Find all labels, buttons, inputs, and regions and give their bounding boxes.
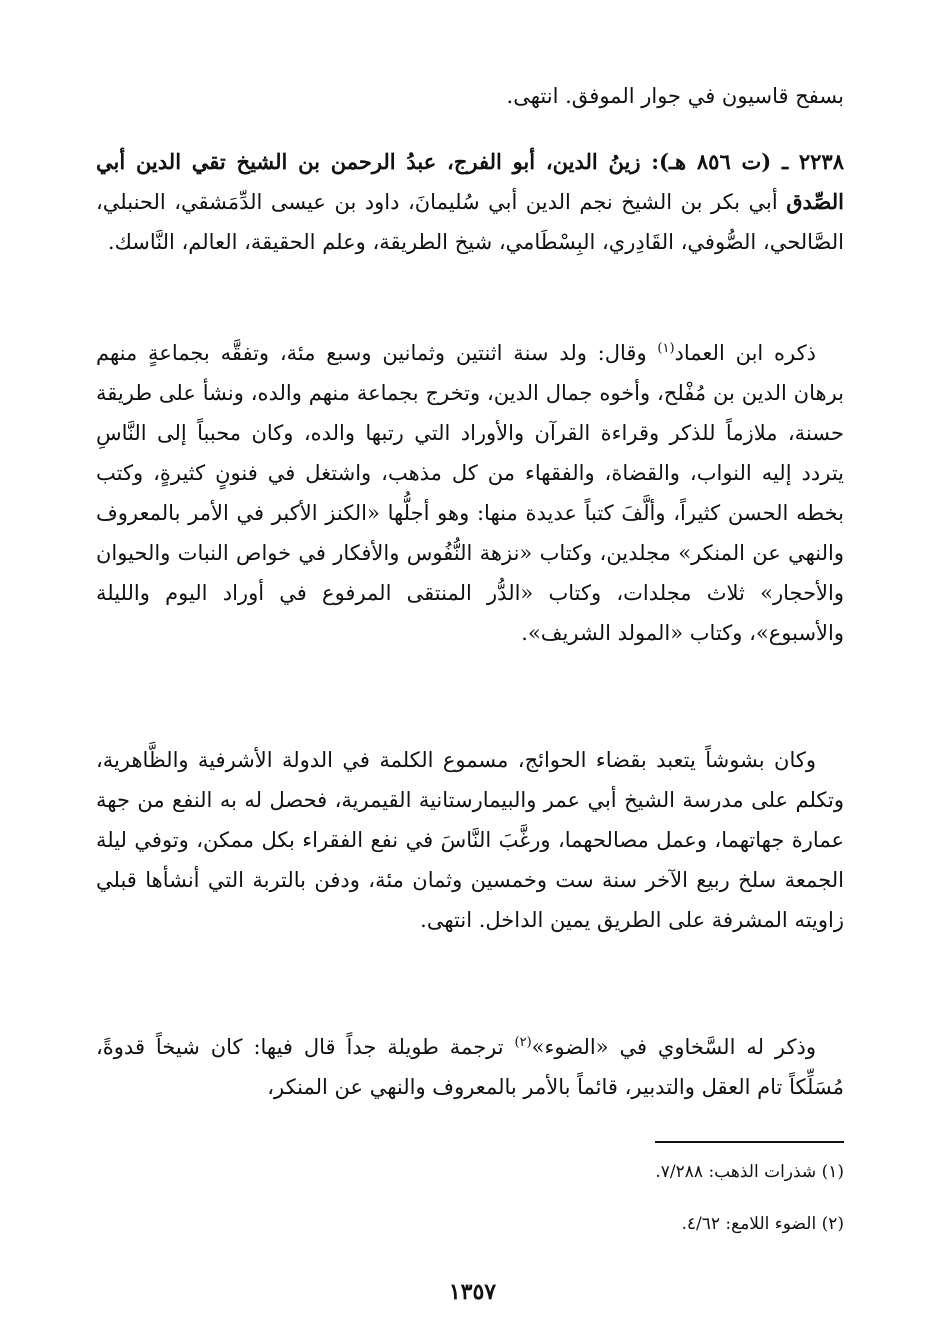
footnote-ref-2[interactable]: (٢) — [514, 1035, 532, 1050]
continuation-line: بسفح قاسيون في جوار الموفق. انتهى. — [506, 84, 844, 108]
paragraph-text-a: ذكره ابن العماد — [674, 341, 816, 365]
footnote-1: (١) شذرات الذهب: ٧/٢٨٨. — [655, 1162, 844, 1182]
paragraph-text-b: وقال: ولد سنة اثنتين وثمانين وسبع مئة، وتفقَّه بجماعةٍ منهم برهان الدين بن مُفْلح، وأخوه جمال الدين، وتخرج بجماعة منهم والده، ونشأ على طريقة حسنة، ملازماً للذكر وقراءة القرآن والأوراد التي رتبها والده، وكان محبباً إلى النَّاسِ يتردد إليه النواب، والقضاة، والفقهاء من كل مذهب، واشتغل في فنونٍ كثيرةٍ، وكتب بخطه الحسن كثيراً، وألَّفَ كتباً عديدة منها: وهو أجلُّها «الكنز الأكبر في الأمر بالمعروف والنهي عن المنكر» مجلدين، وكتاب «نزهة النُّفُوس والأفكار في خواص النبات والحيوان والأحجار» ثلاث مجلدات، وكتاب «الدُّر المنتقى المرفوع في أوراد اليوم والليلة والأسبوع»، وكتاب «المولد الشريف». — [96, 341, 844, 645]
entry-heading: ٢٢٣٨ ـ (ت ٨٥٦ هـ): زينُ الدين، أبو الفرج، عبدُ الرحمن بن الشيخ تقي الدين أبي الصِّدق — [96, 149, 844, 214]
paragraph-text-a: وذكر له السَّخاوي في «الضوء» — [531, 1035, 816, 1059]
biography-entry — [96, 142, 844, 262]
paragraph-ibn-al-imad — [96, 333, 844, 653]
footnote-ref-1[interactable]: (١) — [657, 341, 675, 356]
paragraph-character — [96, 740, 844, 940]
footnote-divider — [655, 1141, 844, 1143]
entry-text: أبي بكر بن الشيخ نجم الدين أبي سُليمانَ، داود بن عيسى الدِّمَشقي، الحنبلي، الصَّالحي، الصُّوفي، القَادِري، البِسْطَامي، شيخ الطريقة، وعلم الحقيقة، العالم، النَّاسك. — [96, 190, 844, 254]
page-number: ١٣٥٧ — [448, 1279, 497, 1305]
footnote-2: (٢) الضوء اللامع: ٤/٦٢. — [681, 1214, 844, 1234]
paragraph-sakhawi — [96, 1027, 844, 1107]
paragraph-text-b: ترجمة طويلة جداً قال فيها: كان شيخاً قدوةً، مُسَلِّكاً تام العقل والتدبير، قائماً بالأمر بالمعروف والنهي عن المنكر، — [96, 1035, 844, 1099]
paragraph-text: وكان بشوشاً يتعبد بقضاء الحوائج، مسموع الكلمة في الدولة الأشرفية والظَّاهرية، وتكلم على مدرسة الشيخ أبي عمر والبيمارستانية القيمرية، فحصل له به النفع من جهة عمارة جهاتهما، وعمل مصالحهما، ورغَّبَ النَّاسَ في نفع الفقراء بكل ممكن، وتوفي ليلة الجمعة سلخ ربيع الآخر سنة ست وخمسين وثمان مئة، ودفن بالتربة التي أنشأها قبلي زاويته المشرفة على الطريق يمين الداخل. انتهى. — [96, 748, 844, 932]
